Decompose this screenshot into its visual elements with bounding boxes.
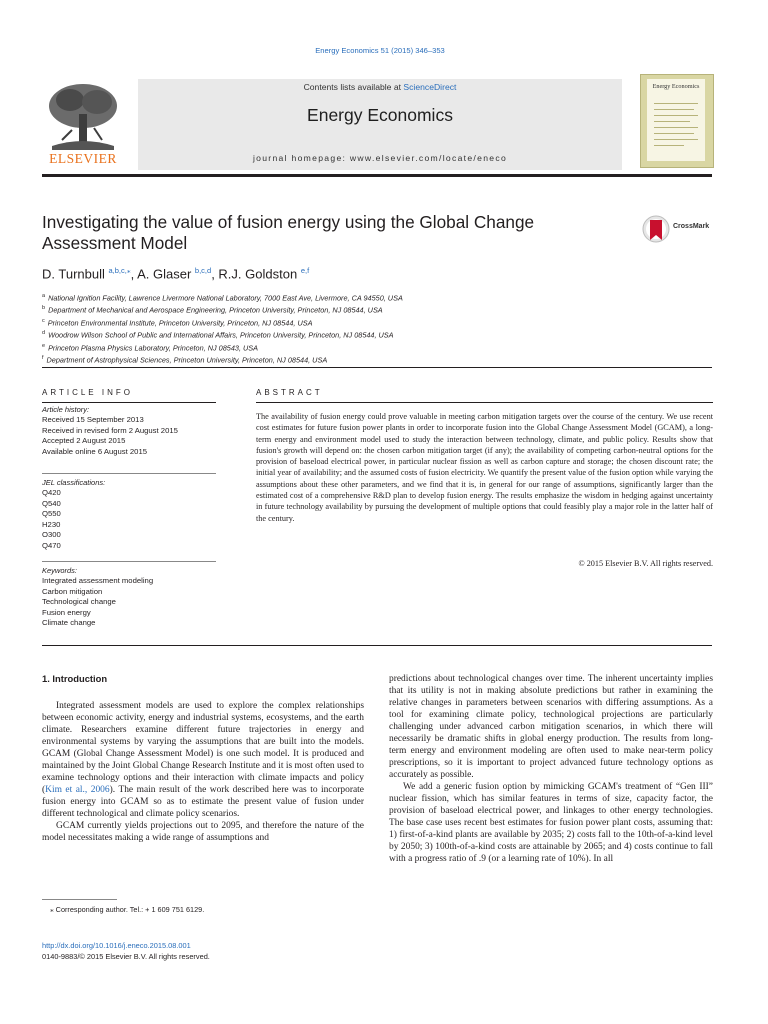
- article-info: [42, 405, 216, 457]
- body-paragraph: predictions about technological changes over time. The inherent uncertainty implies that its utility is not in making absolute predictions but rather in examining the relative changes in parameters between scenarios with differing assumptions. As a tool for examining climate policy, technological projections are particularly challenging under advanced carbon mitigation scenarios, in which there will necessarily be dramatic shifts in global energy production. The results from long-term energy and environment modeling are often used to make near-term policy prescriptions, so it is important to project advanced future technology options as accurately as possible.: [389, 674, 713, 780]
- doi-block: [42, 940, 210, 962]
- cover-rule: [654, 133, 694, 134]
- crossmark-badge[interactable]: [642, 214, 722, 244]
- cover-rule: [654, 109, 694, 110]
- keywords: [42, 566, 216, 629]
- keyword: Technological change: [42, 597, 116, 607]
- abstract-rule: [256, 402, 713, 403]
- info-section-rule: [42, 473, 216, 474]
- abstract-text: The availability of fusion energy could prove valuable in meeting carbon mitigation targets over the course of the century. We use recent cost estimates for future fusion power plants in order to incorporate fusion into the Global Change Assessment Model (GCAM), a long-term energy and environment model used to study the interaction between technology, climate, and public policy. Results show that fusion's growth will depend on: the chosen carbon mitigation target (if any); the availability of competing carbon-neutral options for the provision of baseload electrical power, in particular nuclear fission as well as carbon capture and storage; the chosen discount rate; the initial year of availability; and the assumed costs of fusion electricity. We quantify the present value of the fusion option while varying the assumptions about these other parameters, and we find that it is, in general for our range of assumptions, significantly larger than the estimated cost of a comprehensive R&D plan to develop fusion energy. The results emphasize the wisdom in hedging against uncertainty in future technology availability by pursuing the development of multiple options that could feasibly play a major role in the latter half of the century.: [256, 412, 713, 523]
- paper-title: Investigating the value of fusion energy using the Global Change Assessment Model: [42, 212, 535, 253]
- jel-code: O300: [42, 530, 61, 540]
- elsevier-wordmark: ELSEVIER: [49, 151, 117, 166]
- cover-rule: [654, 127, 698, 128]
- cover-rule: [654, 139, 698, 140]
- info-section-rule: [42, 561, 216, 562]
- affiliation-item: $^d$ Woodrow Wilson School of Public and International Affairs, Princeton University, Princeton, NJ 08544, USA: [42, 330, 394, 340]
- cover-rule: [654, 121, 690, 122]
- journal-cover-thumbnail[interactable]: [640, 74, 714, 168]
- author-name[interactable]: A. Glaser: [137, 266, 192, 282]
- jel-label: JEL classifications:: [42, 478, 106, 487]
- contents-available-line: [138, 82, 622, 92]
- affiliation-item: $^b$ Department of Mechanical and Aerospace Engineering, Princeton University, Princeton, NJ 08544, USA: [42, 305, 383, 315]
- author-list: D. Turnbull $^{a,b,c,⁎}$, A. Glaser $^{b,c,d}$, R.J. Goldston $^{e,f}$: [42, 266, 310, 282]
- affiliation-list: [42, 291, 702, 366]
- jel-classifications: [42, 478, 216, 552]
- jel-code: Q540: [42, 498, 61, 508]
- journal-citation[interactable]: Energy Economics 51 (2015) 346–353: [315, 46, 445, 55]
- homepage-link[interactable]: www.elsevier.com/locate/eneco: [349, 153, 508, 163]
- cover-rule: [654, 103, 698, 104]
- keywords-label: Keywords:: [42, 566, 78, 575]
- section-heading-introduction: 1. Introduction: [42, 673, 108, 684]
- jel-code: Q470: [42, 540, 61, 550]
- history-item: Available online 6 August 2015: [42, 446, 148, 456]
- jel-code: H230: [42, 519, 61, 529]
- title-block-divider: [42, 367, 712, 368]
- affiliation-item: $^e$ Princeton Plasma Physics Laboratory, Princeton, NJ 08543, USA: [42, 342, 259, 353]
- left-column: [42, 700, 364, 844]
- jel-code: Q420: [42, 488, 61, 497]
- keyword: Climate change: [42, 618, 96, 628]
- history-item: Accepted 2 August 2015: [42, 436, 126, 446]
- jel-code: Q550: [42, 509, 61, 519]
- history-item: Received in revised form 2 August 2015: [42, 425, 178, 435]
- issn-copyright: 0140-9883/© 2015 Elsevier B.V. All rights reserved.: [42, 952, 210, 961]
- affiliation-item: $^f$ Department of Astrophysical Sciences, Princeton University, Princeton, NJ 08544, USA: [42, 355, 328, 365]
- footnote-rule: [42, 899, 117, 900]
- keyword: Integrated assessment modeling: [42, 576, 154, 585]
- citation-link[interactable]: Kim et al., 2006: [45, 785, 110, 795]
- right-column: [389, 673, 713, 865]
- body-paragraph: GCAM currently yields projections out to 2095, and therefore the nature of the model necessitates making a wide range of assumptions and: [42, 821, 364, 843]
- author-affiliation-marks[interactable]: e,f: [300, 266, 310, 275]
- header-divider: [42, 174, 712, 177]
- keyword: Carbon mitigation: [42, 586, 103, 596]
- author-name[interactable]: R.J. Goldston: [218, 266, 298, 282]
- crossmark-label: CrossMark: [673, 223, 710, 230]
- cover-rule: [654, 115, 698, 116]
- crossmark-icon: [642, 214, 670, 244]
- history-item: Received 15 September 2013: [42, 415, 144, 424]
- history-label: Article history:: [42, 405, 90, 414]
- body-paragraph: We add a generic fusion option by mimicking GCAM's treatment of “Gen III” nuclear fission, which has similar features in terms of size, capacity factor, the provision of baseload electrical power, and linkages to other energy technologies. The base case uses recent best estimates for fusion power plant costs, assuming that: 1) first-of-a-kind plants are available by 2035; 2) costs fall to the 10th-of-a-kind level by 2050; 3) 100th-of-a-kind costs are attainable by 2065; and 4) costs continue to fall with a progress ratio of .9 (or a learning rate of 10%). In all: [389, 782, 713, 864]
- front-matter-divider: [42, 645, 712, 646]
- author-name[interactable]: D. Turnbull: [42, 266, 105, 282]
- corresponding-author-footnote: ⁎ Corresponding author. Tel.: + 1 609 751 6129.: [50, 905, 205, 914]
- affiliation-item: $^a$ National Ignition Facility, Lawrence Livermore National Laboratory, 7000 East Ave, Livermore, CA 94550, USA: [42, 293, 403, 303]
- author-affiliation-marks[interactable]: a,b,c,⁎: [108, 266, 131, 275]
- cover-rule: [654, 145, 684, 146]
- cover-page: [647, 79, 705, 161]
- homepage-prefix: journal homepage:: [252, 153, 350, 163]
- abstract-heading: ABSTRACT: [256, 388, 323, 397]
- body-paragraph: Integrated assessment models are used to explore the complex relationships between economic activity, energy and industrial systems, ecosystems, and the earth climate. Researchers examine different future trajectories in energy and environmental systems by varying the assumptions that are built into the models. GCAM (Global Change Assessment Model) is one such model. It is produced and maintained by the Joint Global Change Research Institute and it is most often used to examine technology options and their interaction with climate impacts and policy (Kim et al., 2006). The main result of the work described here was to incorporate fusion energy into GCAM so as to estimate the present value of fusion under different technological and climate policy scenarios.: [42, 701, 364, 819]
- sciencedirect-link[interactable]: ScienceDirect: [403, 82, 457, 92]
- affiliation-item: $^c$ Princeton Environmental Institute, Princeton University, Princeton, NJ 08544, USA: [42, 317, 313, 328]
- cover-title: Energy Economics: [652, 83, 700, 90]
- journal-homepage-line: [138, 153, 622, 163]
- keyword: Fusion energy: [42, 607, 91, 617]
- doi-link[interactable]: http://dx.doi.org/10.1016/j.eneco.2015.08.001: [42, 941, 191, 950]
- journal-name: Energy Economics: [307, 105, 453, 125]
- author-affiliation-marks[interactable]: b,c,d: [194, 266, 212, 275]
- article-info-rule: [42, 402, 216, 403]
- contents-prefix: Contents lists available at: [303, 82, 404, 92]
- article-info-heading: ARTICLE INFO: [42, 388, 133, 397]
- abstract-copyright: © 2015 Elsevier B.V. All rights reserved.: [578, 559, 713, 568]
